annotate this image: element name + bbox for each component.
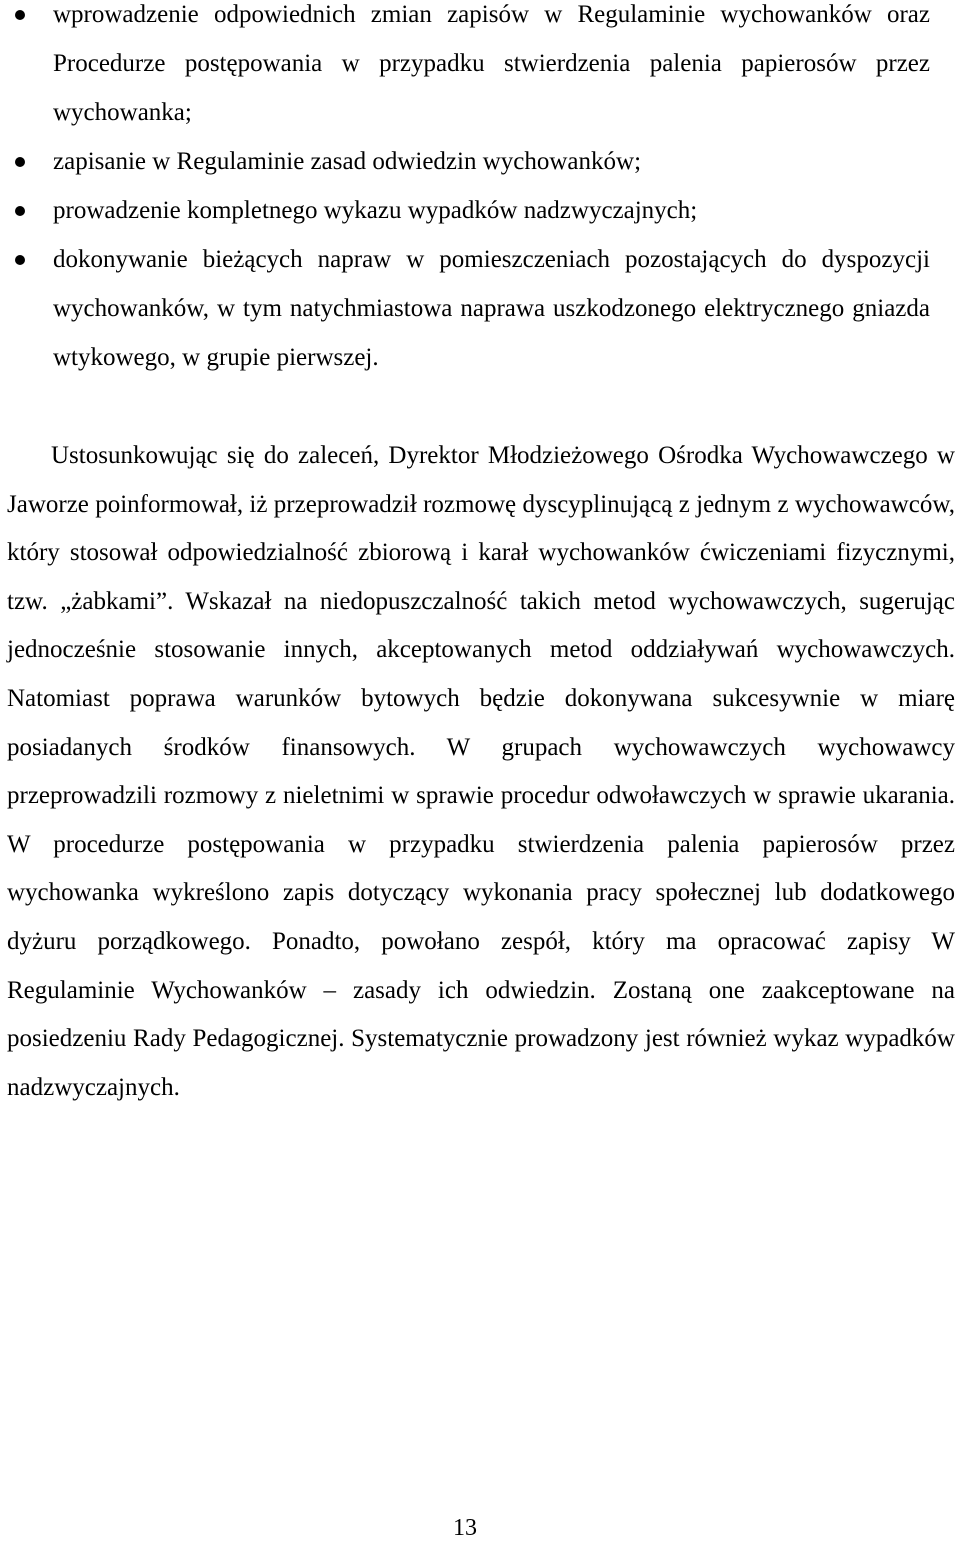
body-paragraph-text: Ustosunkowując się do zaleceń, Dyrektor Młodzieżowego Ośrodka Wychowawczego w Jaworze poinformował, iż przeprowadził rozmowę dyscyplinującą z jednym z wychowawców, który stosował odpowiedzialność zbiorową i karał wychowanków ćwiczeniami fizycznymi, tzw. „żabkami”. Wskazał na niedopuszczalność takich metod wychowawczych, sugerując jednocześnie stosowanie innych, akceptowanych metod oddziaływań wychowawczych. Natomiast poprawa warunków bytowych będzie dokonywana sukcesywnie w miarę posiadanych środków finansowych. W grupach wychowawczych wychowawcy przeprowadzili rozmowy z nieletnimi w sprawie procedur odwoławczych w sprawie ukarania. W procedurze postępowania w przypadku stwierdzenia palenia papierosów przez wychowanka wykreślono zapis dotyczący wykonania pracy społecznej lub dodatkowego dyżuru porządkowego. Ponadto, powołano zespół, który ma opracować zapisy W Regulaminie Wychowanków – zasady ich odwiedzin. Zostaną one zaakceptowane na posiedzeniu Rady Pedagogicznej. Systematycznie prowadzony jest również wykaz wypadków nadzwyczajnych. <box>7 442 955 1101</box>
bullet-icon <box>15 10 25 20</box>
list-item <box>0 186 960 235</box>
body-paragraph <box>7 432 955 1112</box>
bullet-icon <box>15 157 25 167</box>
recommendations-list <box>0 0 960 382</box>
list-item <box>0 0 960 137</box>
list-item-text: zapisanie w Regulaminie zasad odwiedzin wychowanków; <box>53 148 642 175</box>
bullet-icon <box>15 255 25 265</box>
list-item <box>0 235 960 382</box>
list-item-text: wprowadzenie odpowiednich zmian zapisów w Regulaminie wychowanków oraz Procedurze postępowania w przypadku stwierdzenia palenia papierosów przez wychowanka; <box>53 1 930 126</box>
page-number: 13 <box>453 1515 477 1541</box>
list-item-text: prowadzenie kompletnego wykazu wypadków nadzwyczajnych; <box>53 197 698 224</box>
bullet-icon <box>15 206 25 216</box>
list-item-text: dokonywanie bieżących napraw w pomieszczeniach pozostających do dyspozycji wychowanków, w tym natychmiastowa naprawa uszkodzonego elektrycznego gniazda wtykowego, w grupie pierwszej. <box>53 246 930 371</box>
list-item <box>0 137 960 186</box>
